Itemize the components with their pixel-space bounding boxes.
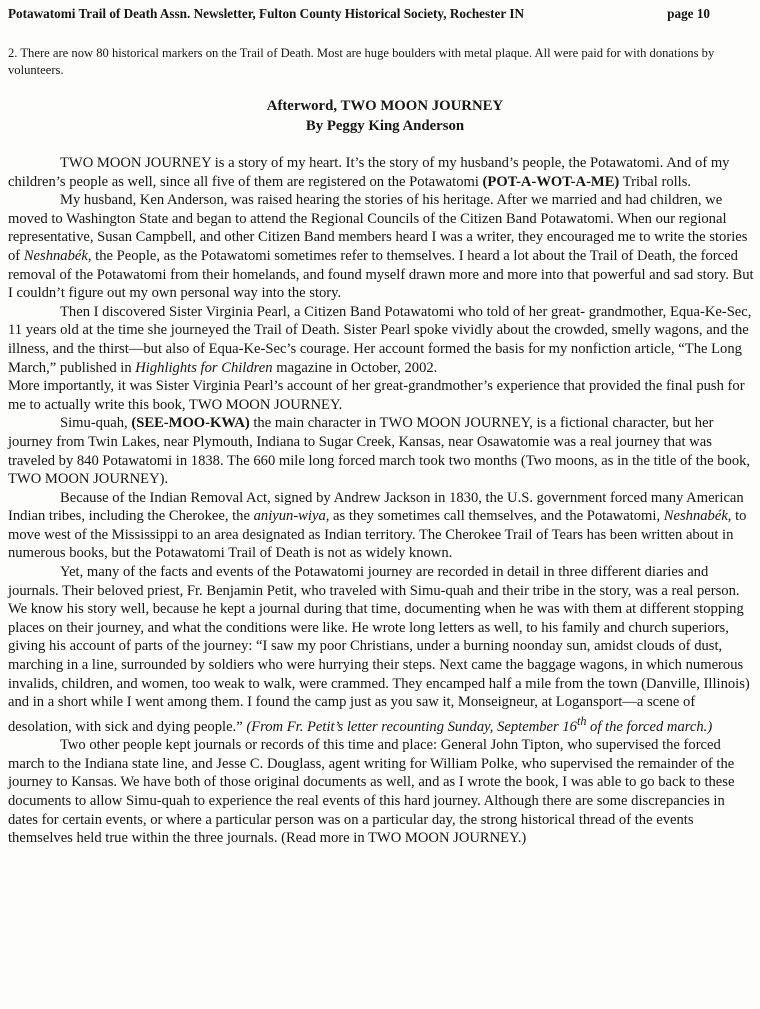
text-run: My husband, Ken Anderson, was raised hearing the stories of his heritage. After we married and had children, we moved to Washington State and began to attend the Regional Councils of the Citizen Band Potawatomi. When our regional representative, Susan Campbell, and other Citizen Band members heard I was a writer, they encouraged me to write the stories of bbox=[8, 192, 748, 264]
text-run: magazine in October, 2002. bbox=[272, 359, 438, 376]
italic-term: Neshnabék, bbox=[663, 508, 732, 525]
page-header bbox=[8, 6, 750, 22]
paragraph-2 bbox=[8, 191, 757, 303]
text-run: to move west of the Mississippi to an area designated as Indian territory. The Cherokee Trail of Tears has been written about in numerous books, but the Potawatomi Trail of Death is not as widely known. bbox=[8, 508, 747, 562]
paragraph-3 bbox=[8, 303, 757, 377]
italic-term: Neshnabék bbox=[23, 247, 88, 264]
newsletter-title: Potawatomi Trail of Death Assn. Newsletter, Fulton County Historical Society, Rochester IN bbox=[8, 6, 524, 21]
page-number: page 10 bbox=[667, 6, 710, 21]
text-run: the main character in TWO MOON JOURNEY, is a fictional character, but her journey from Twin Lakes, near Plymouth, Indiana to Sugar Creek, Kansas, near Osawatomie was a real journey that was traveled by 840 Potawatomi in 1838. The 660 mile long forced march took two months (Two moons, as in the title of the book, TWO MOON JOURNEY). bbox=[8, 415, 751, 488]
paragraph-4: More importantly, it was Sister Virginia Pearl’s account of her great-grandmother’s experience that provided the final push for me to actually write this book, TWO MOON JOURNEY. bbox=[8, 378, 745, 413]
paragraph-5 bbox=[8, 414, 757, 488]
text-run: , the People, as the Potawatomi sometimes refer to themselves. I heard a lot about the Trail of Death, the forced removal of the Potawatomi from their homelands, and found myself drawn more and more into that powerful and sad story. But I couldn’t figure out my own personal way into the story. bbox=[8, 247, 754, 302]
paragraph-1 bbox=[8, 154, 757, 191]
citation-text: (From Fr. Petit’s letter recounting Sunday, September 16 bbox=[246, 718, 577, 735]
italic-magazine-title: Highlights for Children bbox=[135, 359, 273, 376]
footnote-markers: 2. There are now 80 historical markers on the Trail of Death. Most are huge boulders with metal plaque. All were paid for with donations by volunteers. bbox=[8, 46, 715, 77]
article-heading bbox=[0, 96, 760, 136]
paragraph-8: Two other people kept journals or records of this time and place: General John Tipton, who supervised the forced march to the Indiana state line, and Jesse C. Douglass, agent writing for William Polke, who supervised the remainder of the journey to Kansas. We have both of those original documents as well, and as I wrote the book, I was able to go back to these documents to allow Simu-quah to experience the real events of this hard journey. Although there are some discrepancies in dates for certain events, or where a particular person was on a particular day, the strong historical thread of the events themselves held true within the three journals. (Read more in TWO MOON JOURNEY.) bbox=[8, 737, 735, 847]
italic-citation bbox=[246, 713, 713, 735]
text-run: TWO MOON JOURNEY is a story of my heart. It’s the story of my husband’s people, the Potawatomi. And of my children’s people as well, since all five of them are registered on the Potawatomi bbox=[8, 155, 730, 190]
citation-text: of the forced march.) bbox=[586, 718, 713, 735]
text-run: as they sometimes call themselves, and the Potawatomi, bbox=[329, 508, 664, 525]
paragraph-6 bbox=[8, 489, 757, 563]
text-run: Then I discovered Sister Virginia Pearl, a Citizen Band Potawatomi who told of her great- grandmother, Equa-Ke-Sec, 11 years old at the time she journeyed the Trail of Death. Sister Pearl spoke vividly about the crowded, smelly wagons, and the illness, and the thirst—but also of Equa-Ke-Sec’s courage. Her account formed the basis for my nonfiction article, “The Long March,” published in bbox=[8, 303, 752, 376]
article-body bbox=[8, 154, 757, 848]
pronunciation-bold: (SEE-MOO-KWA) bbox=[131, 415, 250, 432]
article-byline: By Peggy King Anderson bbox=[305, 118, 465, 134]
text-run: Yet, many of the facts and events of the Potawatomi journey are recorded in detail in three different diaries and journals. Their beloved priest, Fr. Benjamin Petit, who traveled with Simu-quah and their tribe in the story, was a real person. We know his story well, because he kept a journal during that time, documenting when he was with them at different stopping places on their journey, and what the conditions were like. He wrote long letters as well, to his family and church superiors, giving his account of parts of the journey: “I saw my poor Christians, under a burning noonday sun, amidst clouds of dust, marching in a line, surrounded by soldiers who were hurrying their steps. Next came the baggage wagons, in which numerous invalids, children, and women, too weak to walk, were crammed. They encamped half a mile from the town (Danville, Illinois) and in a short while I went among them. I found the camp just as you saw it, Monseigneur, at Logansport—a scene of desolation, with sick and dying people.” bbox=[8, 564, 750, 735]
ordinal-superscript: th bbox=[576, 713, 587, 728]
paragraph-7 bbox=[8, 563, 757, 736]
article-title: Afterword, TWO MOON JOURNEY bbox=[266, 98, 504, 114]
italic-term: aniyun-wiya, bbox=[253, 508, 330, 525]
text-run: Simu-quah, bbox=[60, 415, 132, 432]
text-run: Because of the Indian Removal Act, signed by Andrew Jackson in 1830, the U.S. government forced many American Indian tribes, including the Cherokee, the bbox=[8, 489, 744, 525]
pronunciation-bold: (POT-A-WOT-A-ME) bbox=[482, 173, 620, 190]
text-run: Tribal rolls. bbox=[619, 173, 692, 190]
